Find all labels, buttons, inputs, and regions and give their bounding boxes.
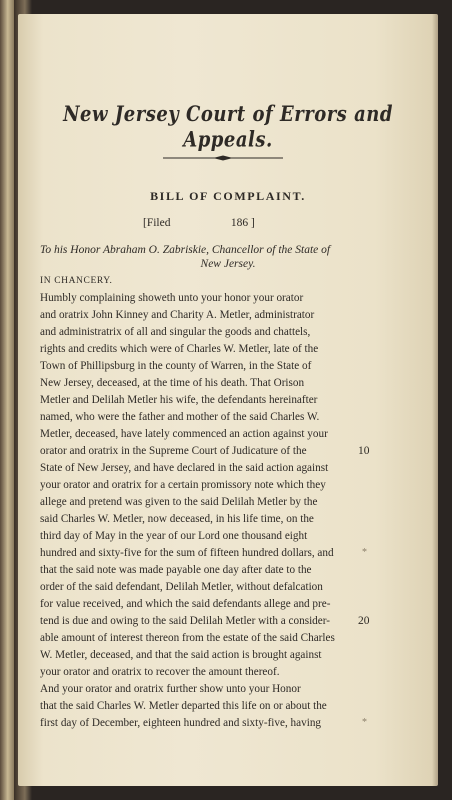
- body-line: Metler, deceased, have lately commenced an action against your: [40, 428, 328, 440]
- body-line: Town of Phillipsburg in the county of Warren, in the State of: [40, 360, 312, 372]
- body-line: State of New Jersey, and have declared in the said action against: [40, 462, 329, 474]
- address-line-2: New Jersey.: [200, 258, 256, 270]
- body-line: orator and oratrix in the Supreme Court of Judicature of the: [40, 445, 307, 457]
- body-line: and oratrix John Kinney and Charity A. Metler, administrator: [40, 309, 315, 321]
- line-number-20: 20: [358, 615, 370, 627]
- filed-line: [Filed 186 ]: [143, 217, 255, 229]
- body-line: that the said note was made payable one day after date to the: [40, 564, 312, 576]
- body-line: New Jersey, deceased, at the time of his death. That Orison: [40, 377, 305, 389]
- body-line: for value received, and which the said defendants allege and pre-: [40, 598, 331, 610]
- chancery-label: IN CHANCERY.: [40, 276, 113, 286]
- body-line: Metler and Delilah Metler his wife, the defendants hereinafter: [40, 394, 318, 406]
- body-line: able amount of interest thereon from the estate of the said Charles: [40, 632, 335, 644]
- body-line: and administratrix of all and singular the goods and chattels,: [40, 326, 311, 338]
- body-line: allege and pretend was given to the said Delilah Metler by the: [40, 496, 318, 508]
- body-line: your orator and oratrix to recover the amount thereof.: [40, 666, 280, 678]
- body-line: your orator and oratrix for a certain promissory note which they: [40, 479, 326, 491]
- address-line-1: To his Honor Abraham O. Zabriskie, Chancellor of the State of: [40, 244, 331, 256]
- court-heading: New Jersey Court of Errors and Appeals.: [63, 102, 393, 153]
- body-line: W. Metler, deceased, and that the said action is brought against: [40, 649, 322, 661]
- margin-mark: *: [362, 547, 367, 558]
- body-line: Humbly complaining showeth unto your honor your orator: [40, 292, 304, 304]
- body-line: order of the said defendant, Delilah Metler, without defalcation: [40, 581, 323, 593]
- line-number-10: 10: [358, 445, 370, 457]
- document-page: [18, 14, 438, 786]
- body-line: third day of May in the year of our Lord one thousand eight: [40, 530, 308, 542]
- bill-title: BILL OF COMPLAINT.: [150, 189, 306, 203]
- ornament-rule: [163, 155, 283, 161]
- left-page-edge: [0, 0, 14, 800]
- body-line: And your orator and oratrix further show unto your Honor: [40, 683, 301, 695]
- body-line: hundred and sixty-five for the sum of fifteen hundred dollars, and: [40, 547, 334, 559]
- body-line: rights and credits which were of Charles W. Metler, late of the: [40, 343, 319, 355]
- margin-mark: *: [362, 717, 367, 728]
- body-line: first day of December, eighteen hundred and sixty-five, having: [40, 717, 322, 729]
- body-line: said Charles W. Metler, now deceased, in his life time, on the: [40, 513, 314, 525]
- body-line: named, who were the father and mother of the said Charles W.: [40, 411, 320, 423]
- body-line: tend is due and owing to the said Delilah Metler with a consider-: [40, 615, 330, 627]
- body-line: that the said Charles W. Metler departed this life on or about the: [40, 700, 327, 712]
